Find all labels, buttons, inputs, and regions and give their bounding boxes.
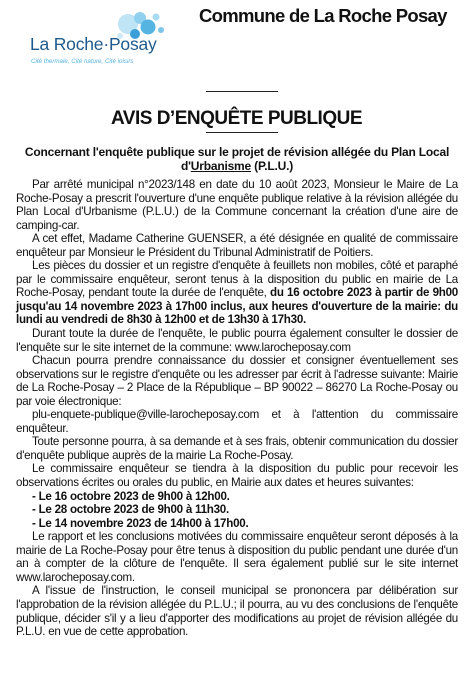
documents-text: Les pièces du dossier et un registre d'enquête à feuillets non mobiles, côté et paraphé par le commissaire enquêteur, seront tenus à la disposition du public en mairie de La Roche-Posay, pendant toute la durée de l'enquête,	[16, 259, 458, 300]
permanence-date-2: - Le 28 octobre 2023 de 9h00 à 11h30.	[32, 503, 229, 517]
documents-dates: du 16 octobre 2023 à partir de 9h00 jusqu'au 14 novembre 2023 à 17h00 inclus, aux heures d'ouverture de la mairie: du lundi au vendredi de 8h30 à 12h00 et de 13h30 à 17h30.	[16, 286, 458, 327]
subtitle-text-2: (P.L.U.)	[251, 158, 293, 173]
permanence-date-1: - Le 16 octobre 2023 de 9h00 à 12h00.	[32, 489, 230, 503]
paragraph-commissioner: A cet effet, Madame Catherine GUENSER, a été désignée en qualité de commissaire enquêteur par Monsieur le Président du Tribunal Administratif de Poitiers.	[16, 232, 458, 259]
town-logo	[28, 10, 188, 70]
paragraph-report: Le rapport et les conclusions motivées du commissaire enquêteur seront déposés à la mairie de La Roche-Posay pour être tenus à disposition du public pendant une durée d'un an à compter de la clôture de l'enquête. Il sera également publié sur le site internet www.larocheposay.com.	[16, 530, 458, 584]
paragraph-website: Durant toute la durée de l'enquête, le public pourra également consulter le dossier de l'enquête sur le site internet de la commune: www.larocheposay.com	[16, 327, 458, 354]
commune-heading: Commune de La Roche Posay	[199, 5, 447, 26]
notice-body	[16, 178, 458, 639]
permanence-date-3: - Le 14 novembre 2023 de 14h00 à 17h00.	[32, 516, 249, 530]
paragraph-approval: A l'issue de l'instruction, le conseil municipal se prononcera par délibération sur l'approbation de la révision allégée du P.L.U.; il pourra, au vu des conclusions de l'enquête publique, décider s'il y a lieu d'apporter des modifications au projet de révision allégée du P.L.U. en vue de cette approbation.	[16, 584, 458, 639]
paragraph-observations: Chacun pourra prendre connaissance du dossier et consigner éventuellement ses observations sur le registre d'enquête ou les adresser par écrit à l'adresse suivante: Mairie de La Roche-Posay – 2 Place de la République – BP 90022 – 86270 La Roche-Posay ou par voie électronique:	[16, 354, 458, 408]
subtitle-underlined: Urbanisme	[190, 158, 252, 173]
paragraph-email: plu-enquete-publique@ville-larocheposay.com et à l'attention du commissaire enquêteur.	[16, 408, 458, 435]
title-rule-bottom	[206, 132, 278, 133]
notice-title: AVIS D’ENQUÊTE PUBLIQUE	[110, 108, 362, 129]
logo-tagline: Cité thermale, Cité nature, Cité loisirs	[31, 58, 134, 65]
paragraph-communication: Toute personne pourra, à sa demande et à ses frais, obtenir communication du dossier d'enquête publique auprès de la mairie La Roche-Posay.	[16, 435, 458, 462]
paragraph-permanences: Le commissaire enquêteur se tiendra à la disposition du public pour recevoir les observations écrites ou orales du public, en Mairie aux dates et heures suivantes:	[16, 462, 458, 490]
title-rule-top	[206, 91, 278, 92]
subtitle-text-1: Concernant l'enquête publique sur le projet de révision allégée du Plan Local d'	[24, 145, 450, 173]
notice-subtitle	[16, 146, 458, 173]
logo-wordmark: La Roche·Posay	[30, 34, 157, 54]
paragraph-decree: Par arrêté municipal n°2023/148 en date du 10 août 2023, Monsieur le Maire de La Roche-Posay a prescrit l'ouverture d'une enquête publique relative à la révision allégée du Plan Local d'Urbanisme (P.L.U.) de la Commune concernant la création d'une aire de camping-car.	[16, 178, 458, 232]
paragraph-documents	[16, 259, 458, 327]
